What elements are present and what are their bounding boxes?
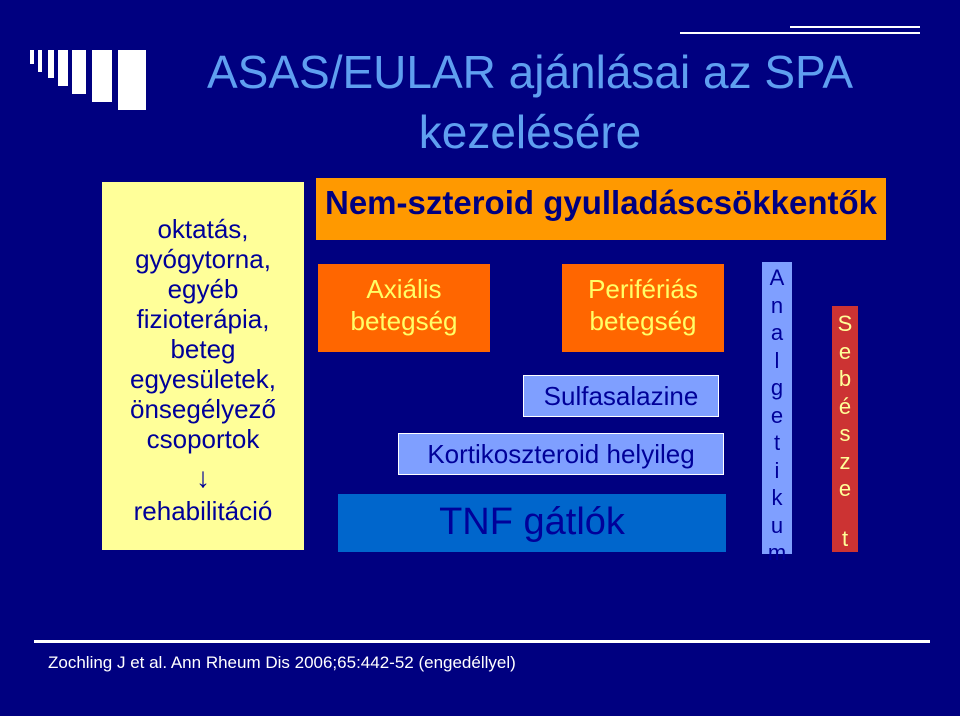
rehab-line: fizioterápia, [136,304,270,334]
nsaid-box: Nem-szteroid gyulladáscsökkentők [316,178,886,240]
surgery-letter: s [839,421,851,446]
tnf-inhibitor-box: TNF gátlók [338,494,726,552]
surgery-box [832,306,858,552]
rehab-line: oktatás, [157,214,249,244]
axial-line-1: Axiális [366,274,442,304]
rehab-line: önsegélyező [130,394,276,424]
analgesic-letter: i [774,457,780,483]
decorative-line-top [680,32,920,34]
axial-disease-box [318,264,490,352]
surgery-letter: S [837,311,853,336]
surgery-letter: e [838,476,852,501]
analgesic-letter: n [770,292,784,318]
rehabilitation-label: rehabilitáció [133,496,273,526]
decorative-bar-3 [48,50,54,78]
footer-divider [34,640,930,643]
analgesic-letter: A [769,265,785,290]
analgesic-letter: m [767,540,787,565]
decorative-bar-1 [30,50,34,64]
analgesic-letter: l [774,347,780,373]
slide-title [150,42,910,162]
analgesic-box [762,262,792,565]
analgesic-letter: u [770,512,784,538]
surgery-letter: e [838,338,852,364]
rehab-line: egyéb [167,274,239,304]
rehab-line: csoportok [146,424,260,454]
peripheral-disease-box [562,264,724,352]
surgery-letter: b [838,366,852,391]
corticosteroid-box: Kortikoszteroid helyileg [398,433,724,475]
decorative-bar-2 [38,50,42,72]
analgesic-letter: t [773,430,781,455]
title-line-1: ASAS/EULAR ajánlásai az SPA [206,46,854,98]
decorative-bar-4 [58,50,68,86]
peripheral-line-2: betegség [589,306,697,336]
rehab-line: egyesületek, [130,364,276,394]
surgery-letter: é [838,393,852,419]
axial-line-2: betegség [350,306,458,336]
reference-text: Zochling J et al. Ann Rheum Dis 2006;65:442-52 (engedéllyel) [48,653,516,672]
decorative-line-top-2 [790,26,920,28]
down-arrow-icon: ↓ [196,462,210,493]
analgesic-letter: e [770,402,784,428]
title-line-2: kezelésére [418,106,642,158]
decorative-bar-6 [92,50,112,102]
decorative-bar-7 [118,50,146,110]
rehabilitation-box [102,182,304,550]
decorative-bar-5 [72,50,86,94]
rehab-line: beteg [170,334,236,364]
sulfasalazine-box: Sulfasalazine [523,375,719,417]
analgesic-letter: g [770,375,784,400]
surgery-letter: z [839,448,851,474]
analgesic-letter: a [770,320,784,345]
peripheral-line-1: Perifériás [588,274,698,304]
analgesic-letter: k [771,485,783,510]
rehab-line: gyógytorna, [135,244,271,274]
surgery-letter: t [841,525,849,551]
